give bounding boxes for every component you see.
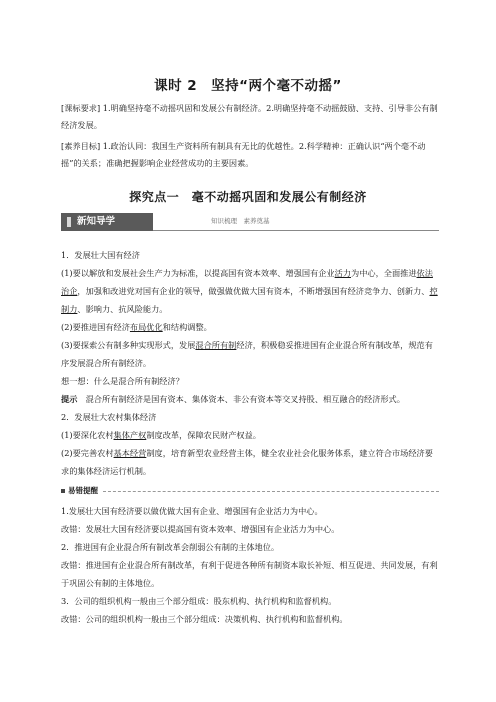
underlined-term: 基本经营 <box>113 448 147 458</box>
dashed-divider <box>103 491 439 492</box>
text: 为中心，全面推进 <box>351 268 417 278</box>
paragraph-2 <box>61 318 439 336</box>
paragraph-5 <box>61 444 439 480</box>
square-bullet-icon <box>61 489 65 493</box>
error-fix-3: 改错：公司的组织机构一般由三个部分组成：决策机构、执行机构和监督机构。 <box>61 614 348 624</box>
text: (1)要以解放和发展社会生产力为标准，以提高国有资本效率、增强国有企业 <box>61 268 335 278</box>
error-item-1: 1.发展壮大国有经济要以做优做大国有企业、增强国有企业活力为中心。 <box>61 506 323 516</box>
text: (1)要深化农村 <box>61 430 114 440</box>
heading-2: 2．发展壮大农村集体经济 <box>61 412 157 422</box>
hint-label: 提示 <box>61 394 78 404</box>
error-item-3: 3．公司的组织机构一般由三个部分组成：股东机构、执行机构和监督机构。 <box>61 596 337 606</box>
underlined-term: 混合所有制 <box>195 340 237 350</box>
heading-1: 1．发展壮大国有经济 <box>61 250 140 260</box>
banner-label: 新知导学 <box>61 213 153 231</box>
banner <box>61 212 439 232</box>
text: (2)要推进国有经济 <box>61 322 130 332</box>
banner-divider <box>153 230 439 231</box>
hint <box>61 390 439 408</box>
text: (2)要完善农村 <box>61 448 114 458</box>
literacy-goals <box>61 138 439 171</box>
hint-text: 混合所有制经济是国有资本、集体资本、非公有资本等交叉持股、相互融合的经济形式。 <box>77 394 405 404</box>
goals-tag: [素养目标] <box>61 141 101 151</box>
text: 和结构调整。 <box>162 322 212 332</box>
paragraph-3 <box>61 336 439 372</box>
think-question: 想一想：什么是混合所有制经济？ <box>61 376 184 386</box>
error-reminder-label: 易错提醒 <box>68 486 98 495</box>
underlined-term: 布局优化 <box>129 322 163 332</box>
text: 制度，培育新型农业经营主体，健全农业社会化服务体系，建立符合市场经济要求的集体经济运行机制。 <box>61 448 433 476</box>
requirements-text: 1.明确坚持毫不动摇巩固和发展公有制经济。2.明确坚持毫不动摇鼓励、支持、引导非公有制经济发展。 <box>61 103 438 130</box>
paragraph-4 <box>61 426 439 444</box>
error-fix-2: 改错：推进国有企业混合所有制改革，有利于促进各种所有制资本取长补短、相互促进、共同发展，有利于巩固公有制的主体地位。 <box>61 560 438 588</box>
curriculum-requirements <box>61 100 439 133</box>
underlined-term: 依法治企 <box>61 268 433 296</box>
content-body <box>61 246 439 628</box>
text: 、影响力、抗风险能力。 <box>77 304 168 314</box>
section-title: 探究点一 毫不动摇巩固和发展公有制经济 <box>129 190 367 204</box>
goals-text: 1.政治认同：我国生产资料所有制具有无比的优越性。2.科学精神：正确认识“两个毫不动摇”的关系；准确把握影响企业经营成功的主要因素。 <box>61 141 426 168</box>
underlined-term: 活力 <box>334 268 351 278</box>
page-title: 课时 2 坚持“两个毫不动摇” <box>154 78 342 94</box>
text: ，加强和改进党对国有企业的领导，做强做优做大国有资本，不断增强国有经济竞争力、创新力、 <box>77 286 430 296</box>
error-item-2: 2．推进国有企业混合所有制改革会削弱公有制的主体地位。 <box>61 542 280 552</box>
underlined-term: 集体产权 <box>113 430 147 440</box>
error-reminder-header <box>61 482 439 500</box>
underlined-term: 控制力 <box>61 286 438 314</box>
text: (3)要探索公有制多种实现形式，发展 <box>61 340 196 350</box>
error-fix-1: 改错：发展壮大国有经济要以提高国有资本效率、增强国有企业活力为中心。 <box>61 524 340 534</box>
text: 经济，积极稳妥推进国有企业混合所有制改革，规范有序发展混合所有制经济。 <box>61 340 433 368</box>
paragraph-1 <box>61 264 439 318</box>
banner-subtitle: 知识梳理 素养奠基 <box>211 217 270 225</box>
requirements-tag: [课标要求] <box>61 103 101 113</box>
text: 制度改革，保障农民财产权益。 <box>146 430 261 440</box>
